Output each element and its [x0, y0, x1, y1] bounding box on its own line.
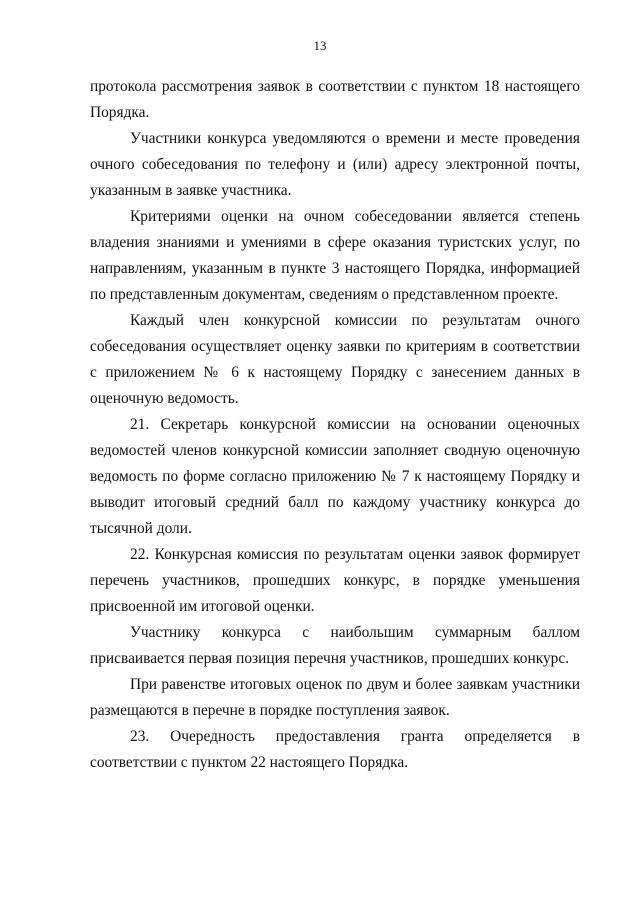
paragraph-notification: Участники конкурса уведомляются о времени и месте проведения очного собеседования по телефону и (или) адресу электронной почты, указанным в заявке участника.	[90, 130, 580, 199]
paragraph-item-21: 21. Секретарь конкурсной комиссии на основании оценочных ведомостей членов конкурсной комиссии заполняет сводную оценочную ведомость по форме согласно приложению № 7 к настоящему Порядку и выводит итоговый средний балл по каждому участнику конкурса до тысячной доли.	[90, 416, 580, 537]
page-number: 13	[313, 38, 327, 53]
paragraph-item-23: 23. Очередность предоставления гранта определяется в соответствии с пунктом 22 настоящего Порядка.	[90, 728, 580, 771]
paragraph-item-22: 22. Конкурсная комиссия по результатам оценки заявок формирует перечень участников, прошедших конкурс, в порядке уменьшения присвоенной им итоговой оценки.	[90, 546, 580, 615]
paragraph-member-assessment: Каждый член конкурсной комиссии по результатам очного собеседования осуществляет оценку заявки по критериям в соответствии с приложением № 6 к настоящему Порядку с занесением данных в оценочную ведомость.	[90, 312, 580, 407]
document-body	[90, 74, 580, 776]
paragraph-equal-scores: При равенстве итоговых оценок по двум и более заявкам участники размещаются в перечне в порядке поступления заявок.	[90, 676, 580, 719]
paragraph-continuation: протокола рассмотрения заявок в соответствии с пунктом 18 настоящего Порядка.	[90, 78, 580, 121]
paragraph-criteria: Критериями оценки на очном собеседовании является степень владения знаниями и умениями в сфере оказания туристских услуг, по направлениям, указанным в пункте 3 настоящего Порядка, информацией по представленным документам, сведениям о представленном проекте.	[90, 208, 580, 303]
paragraph-first-position: Участнику конкурса с наибольшим суммарным баллом присваивается первая позиция перечня участников, прошедших конкурс.	[90, 624, 580, 667]
